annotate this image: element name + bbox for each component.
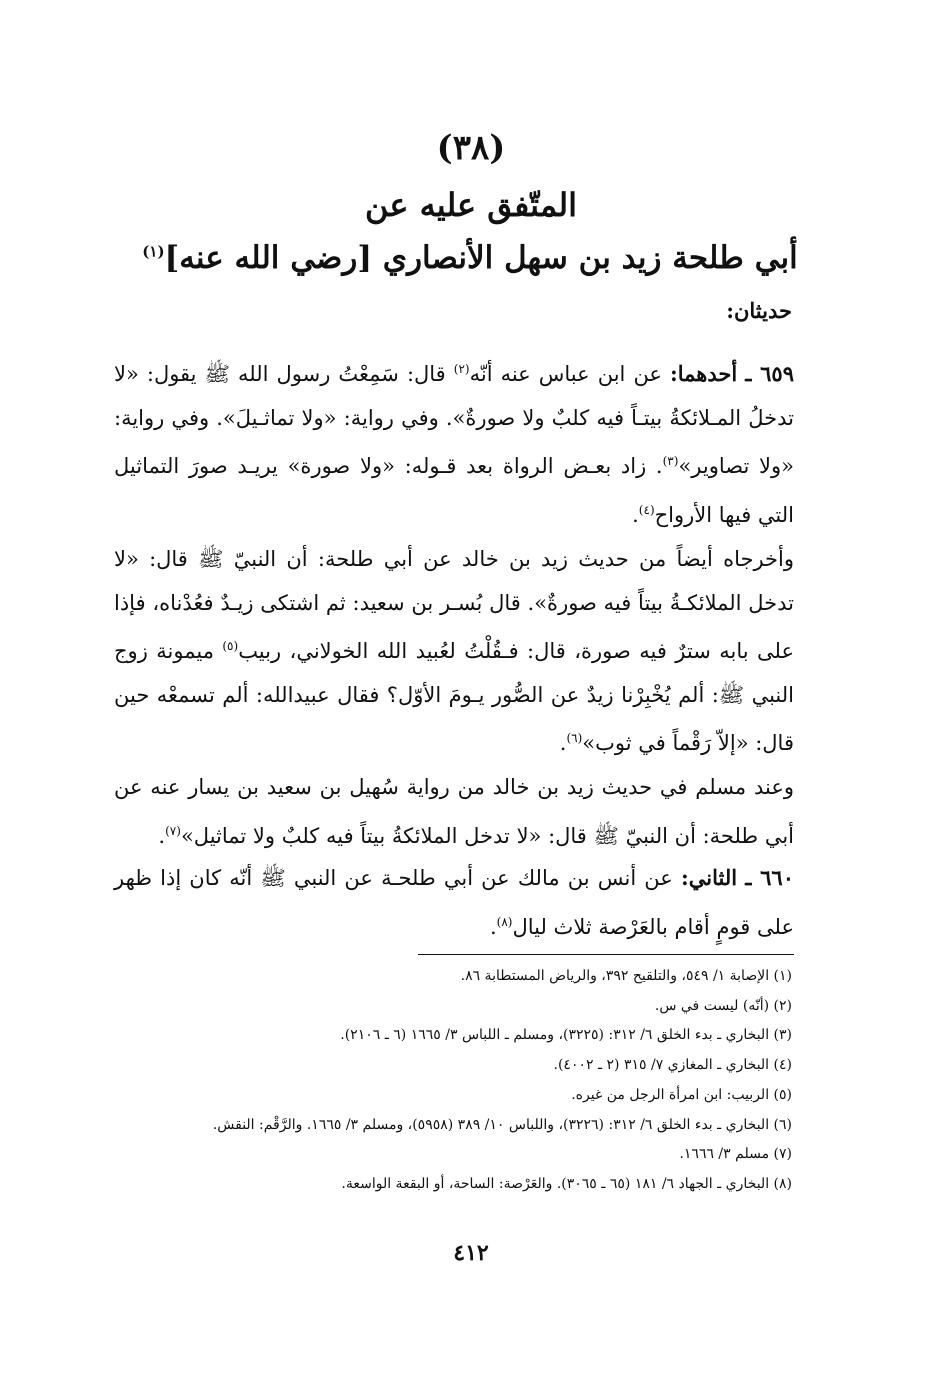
- hadith-660-text-a: عن أنس بن مالك عن أبي طلحـة عن النبي ﷺ أنّه كان إذا ظهر على قومٍ أقام بالعَرْصة ثلاث ليال: [114, 866, 794, 939]
- hadith-660-number: ٦٦٠ ـ: [745, 865, 794, 890]
- para-3-text-b: .: [158, 823, 166, 848]
- para-2-text-a: وأخرجاه أيضاً من حديث زيد بن خالد عن أبي طلحة: أن النبيّ ﷺ قال: «لا تدخل الملائكـةُ بيتاً فيه صورةٌ». قال بُسـر بن سعيد: ثم اشتكى زيـدٌ فعُدْناه، فإذا على بابه سترٌ فيه صورة، قال: فـقُلْتُ لعُبيد الله الخولاني، ربيب: [114, 547, 794, 663]
- hadith-659-text-b: قال: سَمِعْتُ رسول الله ﷺ يقول: «لا تدخلُ المـلائكةُ بيتـاً فيه كلبٌ ولا صورةٌ». وفي رواية: «ولا تماثـيلَ». وفي رواية: «ولا تصاوير»: [114, 362, 794, 478]
- hadith-660-label: الثاني:: [680, 865, 738, 890]
- chapter-number: (٣٨): [436, 128, 506, 168]
- heading-text: أبي طلحة زيد بن سهل الأنصاري [رضي الله عنه]: [164, 240, 798, 276]
- hadith-659-text-a: عن ابن عباس عنه أنّه: [469, 362, 671, 386]
- footnote-marker-5: (٥): [222, 639, 239, 653]
- hadith-660-paragraph: [114, 856, 794, 949]
- footnote-6: (٦) البخاري ـ بدء الخلق ٦/ ٣١٢: (٣٢٢٦)، واللباس ١٠/ ٣٨٩ (٥٩٥٨)، ومسلم ٣/ ١٦٦٥. والرَّقْم: النقش.: [212, 1116, 792, 1133]
- page-number: ٤١٢: [453, 1240, 489, 1266]
- hadith-660-text-b: .: [489, 914, 497, 939]
- paragraph-zayd-ibn-khalid: [114, 538, 794, 766]
- footnote-marker-8: (٨): [496, 914, 513, 929]
- chapter-heading-line1: المتّفق عليه عن: [365, 186, 577, 224]
- footnote-1: (١) الإصابة ١/ ٥٤٩، والتلقيح ٣٩٢، والرياض المستطابة ٨٦.: [460, 968, 792, 984]
- footnotes: [112, 962, 792, 1200]
- para-3-text-a: وعند مسلم في حديث زيد بن خالد من رواية سُهيل بن سعيد بن يسار عنه عن أبي طلحة: أن النبيّ ﷺ قال: «لا تدخل الملائكةُ بيتاً فيه كلبٌ ولا تماثيل»: [114, 775, 794, 848]
- hadith-659-number: ٦٥٩ ـ: [745, 361, 794, 386]
- hadith-659-paragraph: [114, 348, 794, 537]
- footnote-2: (٢) (أنّه) ليست في س.: [654, 997, 792, 1014]
- footnote-4: (٤) البخاري ـ المغازي ٧/ ٣١٥ (٢ ـ ٤٠٠٢).: [553, 1057, 792, 1074]
- footnote-8: (٨) البخاري ـ الجهاد ٦/ ١٨١ (٦٥ ـ ٣٠٦٥). والعَرْصة: الساحة، أو البقعة الواسعة.: [341, 1175, 792, 1192]
- footnote-7: (٧) مسلم ٣/ ١٦٦٦.: [679, 1146, 792, 1163]
- footnote-marker-7: (٧): [165, 823, 181, 838]
- hadith-659-label: أحدهما:: [670, 361, 738, 386]
- footnote-marker-3: (٣): [662, 454, 679, 468]
- footnote-marker-4: (٤): [638, 502, 655, 517]
- footnote-marker-1: (١): [142, 242, 165, 261]
- footnote-marker-2: (٢): [453, 362, 470, 376]
- hadith-659-text-c: . زاد بعـض الرواة بعد قـوله: «ولا صورة» يريـد صورَ التماثيل التي فيها الأرواح: [114, 454, 794, 527]
- hadith-659-text-d: .: [632, 502, 639, 527]
- para-2-text-b: ميمونة زوج النبي ﷺ: ألم يُخْبِرْنا زيدٌ عن الصُّور يـومَ الأوّل؟ فقال عبيدالله: ألم تسمعْه حين قال: «إلاّ رَقْماً في ثوب»: [114, 639, 794, 755]
- footnote-marker-6: (٦): [566, 731, 583, 745]
- subheading: حديثان:: [726, 298, 792, 323]
- paragraph-muslim-narration: [114, 766, 794, 858]
- footnote-separator: [418, 954, 794, 955]
- para-2-text-c: .: [559, 731, 567, 755]
- footnote-5: (٥) الربيب: ابن امرأة الرجل من غيره.: [571, 1086, 792, 1103]
- chapter-heading-line2: [120, 240, 820, 276]
- footnote-3: (٣) البخاري ـ بدء الخلق ٦/ ٣١٢: (٣٢٢٥)، ومسلم ـ اللباس ٣/ ١٦٦٥ (٦ ـ ٢١٠٦).: [340, 1027, 792, 1044]
